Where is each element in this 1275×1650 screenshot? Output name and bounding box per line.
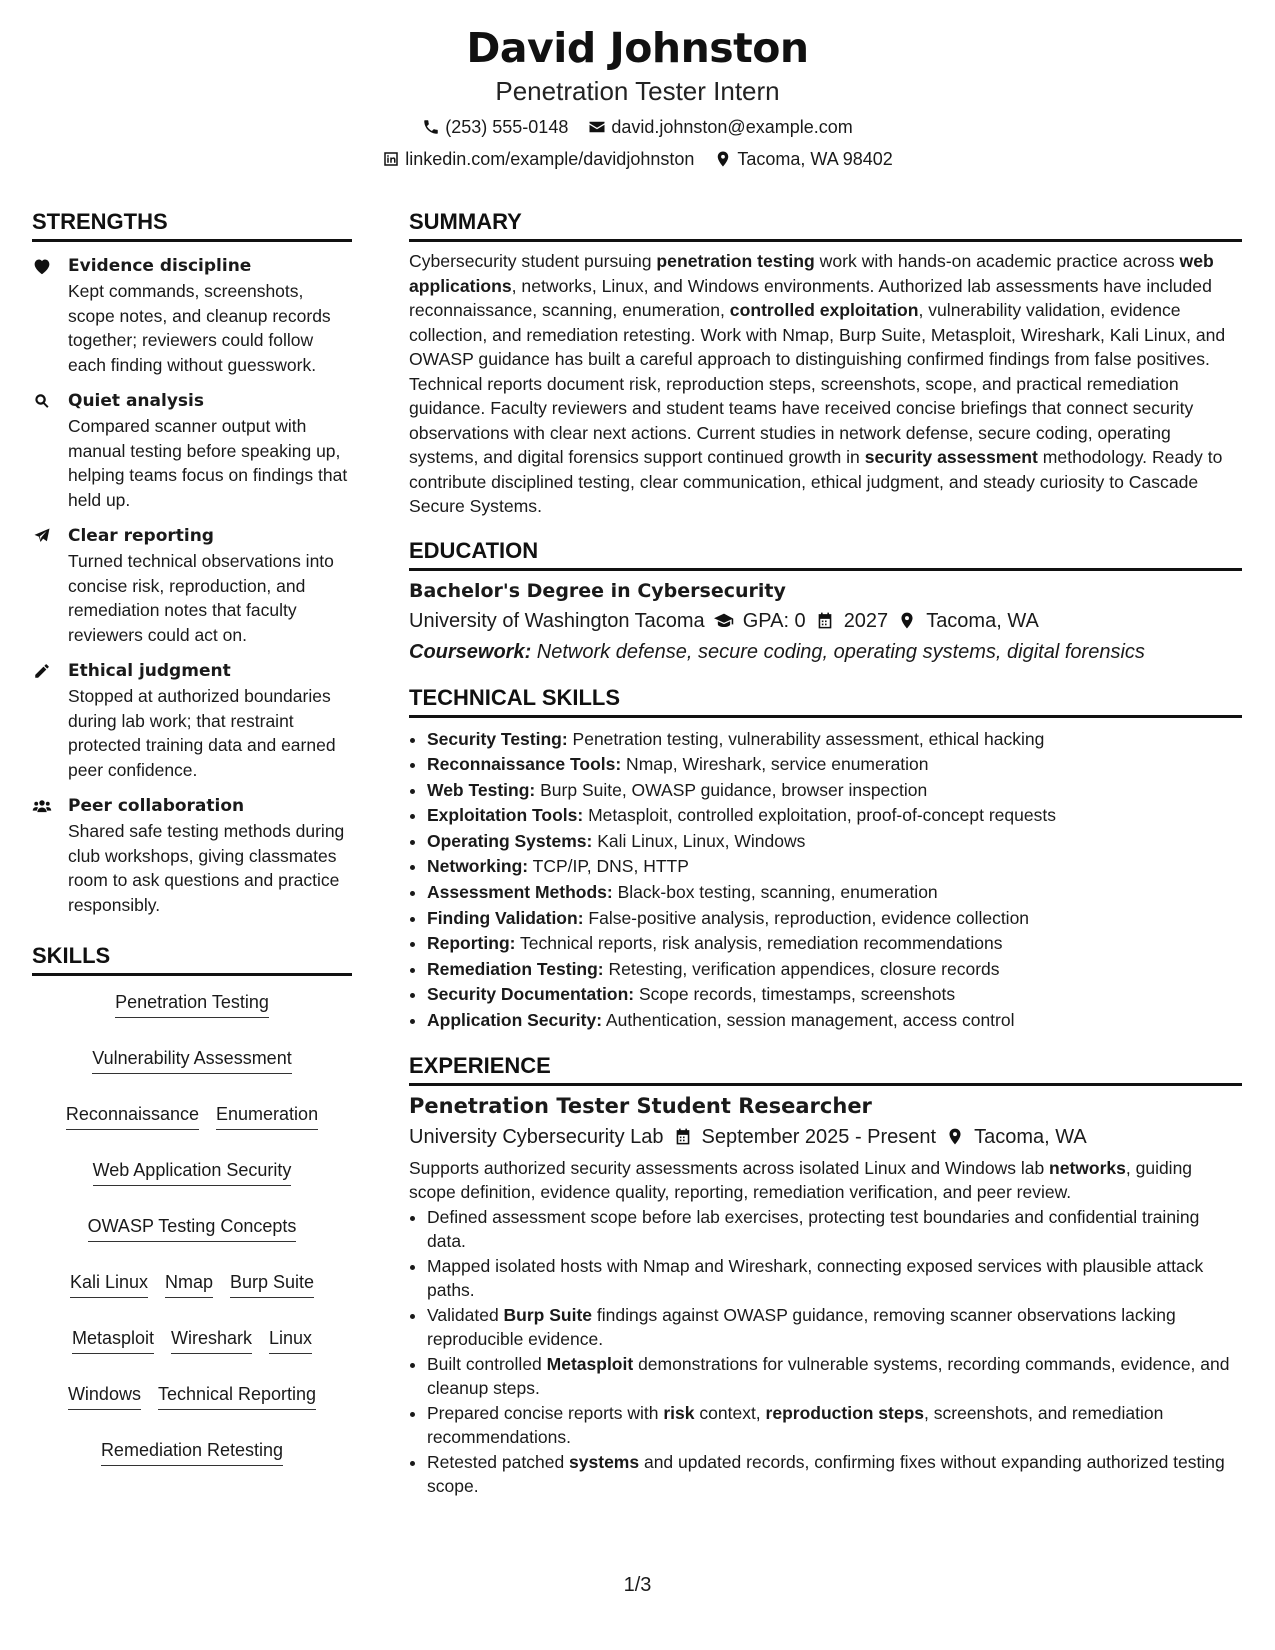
linkedin-contact[interactable] [382,147,694,171]
school-location: Tacoma, WA [926,609,1039,632]
strength-title: Peer collaboration [68,796,245,816]
list-item: • Mapped isolated hosts with Nmap and Wireshark, connecting exposed services with plausible attack paths. [427,1254,1242,1303]
skill-tag: Reconnaissance [66,1102,199,1130]
strength-item [32,659,352,782]
linkedin-text[interactable]: linkedin.com/example/davidjohnston [405,149,695,169]
list-item: • Application Security: Authentication, session management, access control [427,1008,1242,1034]
strength-desc: Turned technical observations into concise risk, reproduction, and remediation notes that faculty reviewers could act on. [68,551,334,645]
users-icon [32,797,52,815]
heart-icon [32,257,52,275]
strength-title: Quiet analysis [68,391,204,411]
contact-row-1 [0,115,1275,139]
search-icon [32,392,52,410]
graduation-cap-icon [714,611,734,630]
phone-contact [422,115,568,139]
contact-row-2 [0,147,1275,171]
list-item: • Exploitation Tools: Metasploit, controlled exploitation, proof-of-concept requests [427,803,1242,829]
job-org: University Cybersecurity Lab [409,1125,664,1148]
skill-tag: Wireshark [171,1326,252,1354]
right-column [409,208,1242,1499]
technical-skills-heading: TECHNICAL SKILLS [409,684,1242,718]
list-item: • Networking: TCP/IP, DNS, HTTP [427,854,1242,880]
strengths-list [32,254,352,917]
list-item: • Security Documentation: Scope records, timestamps, screenshots [427,982,1242,1008]
skill-tag: Penetration Testing [115,990,269,1018]
skill-tag: Nmap [165,1270,213,1298]
job-intro: Supports authorized security assessments across isolated Linux and Windows lab networks, guiding scope definition, evidence quality, reporting, remediation verification, and peer review. [409,1157,1193,1203]
job-location: Tacoma, WA [974,1125,1087,1148]
strength-desc: Kept commands, screenshots, scope notes, and cleanup records together; reviewers could follow each finding without guesswork. [68,281,331,375]
education-heading: EDUCATION [409,537,1242,571]
calendar-icon [815,611,835,630]
school-name: University of Washington Tacoma [409,609,705,632]
coursework: Coursework: Network defense, secure coding, operating systems, digital forensics [409,640,1145,663]
list-item: • Prepared concise reports with risk context, reproduction steps, screenshots, and remediation recommendations. [427,1401,1242,1450]
strength-desc: Compared scanner output with manual testing before speaking up, helping teams focus on findings that held up. [68,416,348,510]
list-item: • Assessment Methods: Black-box testing, scanning, enumeration [427,880,1242,906]
calendar-icon [673,1127,693,1146]
email-text[interactable]: david.johnston@example.com [611,117,853,137]
list-item: • Operating Systems: Kali Linux, Linux, Windows [427,829,1242,855]
degree-title: Bachelor's Degree in Cybersecurity [409,579,786,602]
strength-desc: Shared safe testing methods during club workshops, giving classmates room to ask questions and practice responsibly. [68,821,345,915]
phone-icon [422,118,440,136]
strength-title: Evidence discipline [68,256,252,276]
candidate-name: David Johnston [466,24,809,72]
list-item: • Finding Validation: False-positive analysis, reproduction, evidence collection [427,906,1242,932]
list-item: • Validated Burp Suite findings against OWASP guidance, removing scanner observations lacking reproducible evidence. [427,1303,1242,1352]
left-column [32,208,352,1466]
list-item: • Reporting: Technical reports, risk analysis, remediation recommendations [427,931,1242,957]
page-number: 1/3 [623,1574,652,1596]
skill-tag: Remediation Retesting [101,1438,283,1466]
map-pin-icon [897,611,917,630]
skill-tag: Vulnerability Assessment [92,1046,291,1074]
paper-plane-icon [32,527,52,545]
candidate-title: Penetration Tester Intern [495,76,780,106]
technical-skills-list [409,727,1242,1034]
map-pin-icon [945,1127,965,1146]
list-item: • Security Testing: Penetration testing, vulnerability assessment, ethical hacking [427,727,1242,753]
phone-text: (253) 555-0148 [445,117,569,137]
strength-item [32,254,352,377]
graduation-year: 2027 [843,609,889,632]
list-item: • Retested patched systems and updated records, confirming fixes without expanding authorized testing scope. [427,1450,1242,1499]
summary-heading: SUMMARY [409,208,1242,242]
skill-tag: Windows [68,1382,141,1410]
strength-item [32,524,352,647]
email-contact[interactable] [588,115,852,139]
strength-item [32,794,352,917]
job-bullets [409,1205,1242,1499]
map-pin-icon [714,150,732,168]
list-item: • Defined assessment scope before lab exercises, protecting test boundaries and confidential training data. [427,1205,1242,1254]
skill-tags [32,990,352,1466]
list-item: • Built controlled Metasploit demonstrations for vulnerable systems, recording commands, evidence, and cleanup steps. [427,1352,1242,1401]
job-meta [409,1123,1242,1151]
skill-tag: Kali Linux [70,1270,148,1298]
resume-header [0,22,1275,171]
job-dates: September 2025 - Present [701,1125,937,1148]
strength-title: Ethical judgment [68,661,231,681]
list-item: • Web Testing: Burp Suite, OWASP guidance, browser inspection [427,778,1242,804]
experience-heading: EXPERIENCE [409,1052,1242,1086]
skill-tag: Linux [269,1326,312,1354]
list-item: • Reconnaissance Tools: Nmap, Wireshark, service enumeration [427,752,1242,778]
strengths-heading: STRENGTHS [32,208,352,242]
skill-tag: Metasploit [72,1326,154,1354]
skill-tag: Enumeration [216,1102,318,1130]
job-title: Penetration Tester Student Researcher [409,1093,872,1118]
location-text: Tacoma, WA 98402 [737,149,893,169]
strength-item [32,389,352,512]
envelope-icon [588,118,606,136]
strength-title: Clear reporting [68,526,214,546]
pencil-icon [32,662,52,680]
summary-text: Cybersecurity student pursuing penetration testing work with hands-on academic practice across web applications, networks, Linux, and Windows environments. Authorized lab assessments have included reconnaissance, scanning, enumeration, controlled exploitation, vulnerability validation, evidence collection, and remediation retesting. Work with Nmap, Burp Suite, Metasploit, Wireshark, Kali Linux, and OWASP guidance has built a careful approach to distinguishing confirmed findings from false positives. Technical reports document risk, reproduction steps, screenshots, scope, and practical remediation guidance. Faculty reviewers and student teams have received concise briefings that connect security observations with clear next actions. Current studies in network defense, secure coding, operating systems, and digital forensics support continued growth in security assessment methodology. Ready to contribute disciplined testing, clear communication, ethical judgment, and steady curiosity to Cascade Secure Systems. [409,251,1226,516]
skill-tag: Technical Reporting [158,1382,316,1410]
skill-tag: Burp Suite [230,1270,314,1298]
skill-tag: OWASP Testing Concepts [88,1214,297,1242]
gpa-text: GPA: 0 [742,609,806,632]
education-meta [409,607,1242,635]
list-item: • Remediation Testing: Retesting, verification appendices, closure records [427,957,1242,983]
strength-desc: Stopped at authorized boundaries during lab work; that restraint protected training data and earned peer confidence. [68,686,336,780]
skill-tag: Web Application Security [93,1158,292,1186]
location-contact [714,147,892,171]
linkedin-icon [382,150,400,168]
skills-heading: SKILLS [32,942,352,976]
